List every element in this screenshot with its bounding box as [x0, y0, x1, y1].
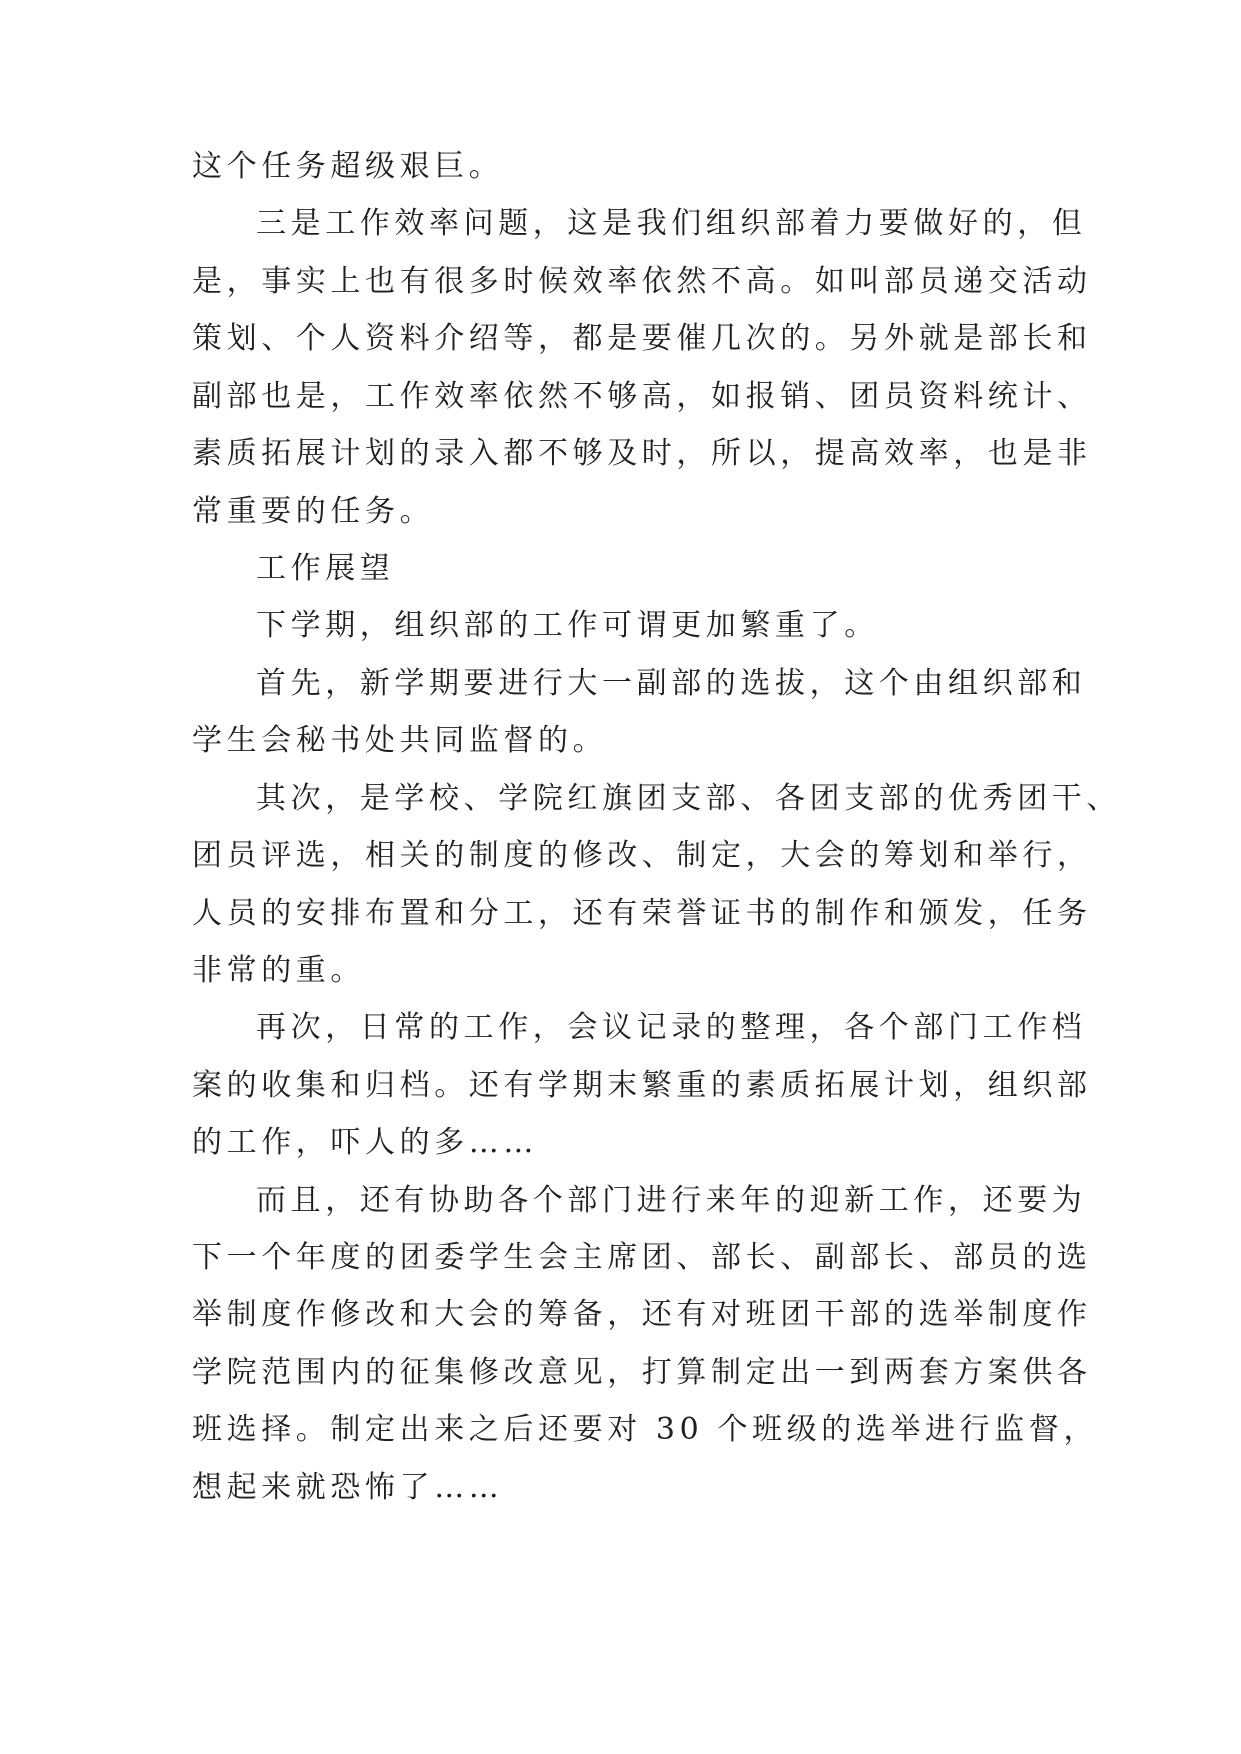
text-line: 班选择。制定出来之后还要对 30 个班级的选举进行监督， — [192, 1412, 1099, 1447]
text-line: 人员的安排布置和分工，还有荣誉证书的制作和颁发，任务 — [192, 896, 1092, 931]
text-line: 非常的重。 — [192, 953, 365, 988]
text-line: 素质拓展计划的录入都不够及时，所以，提高效率，也是非 — [192, 436, 1092, 471]
paragraph-start-line: 其次，是学校、学院红旗团支部、各团支部的优秀团干、 — [256, 781, 1121, 816]
text-line: 的工作，吓人的多…… — [192, 1125, 538, 1160]
text-line: 是，事实上也有很多时候效率依然不高。如叫部员递交活动 — [192, 264, 1092, 299]
text-line: 学生会秘书处共同监督的。 — [192, 723, 608, 758]
text-line: 下一个年度的团委学生会主席团、部长、副部长、部员的选 — [192, 1240, 1092, 1275]
paragraph-start-line: 而且，还有协助各个部门进行来年的迎新工作，还要为 — [256, 1183, 1087, 1218]
paragraph-start-line: 再次，日常的工作，会议记录的整理，各个部门工作档 — [256, 1010, 1087, 1045]
text-line: 这个任务超级艰巨。 — [192, 149, 504, 184]
paragraph-start-line: 首先，新学期要进行大一副部的选拔，这个由组织部和 — [256, 666, 1087, 701]
text-line: 举制度作修改和大会的筹备，还有对班团干部的选举制度作 — [192, 1297, 1092, 1332]
text-line: 想起来就恐怖了…… — [192, 1470, 504, 1505]
text-line: 学院范围内的征集修改意见，打算制定出一到两套方案供各 — [192, 1355, 1092, 1390]
text-line: 副部也是，工作效率依然不够高，如报销、团员资料统计、 — [192, 379, 1092, 414]
text-line: 案的收集和归档。还有学期末繁重的素质拓展计划，组织部 — [192, 1068, 1092, 1103]
paragraph-start-line: 三是工作效率问题，这是我们组织部着力要做好的，但 — [256, 206, 1087, 241]
paragraph-start-line: 下学期，组织部的工作可谓更加繁重了。 — [256, 608, 879, 643]
text-line: 团员评选，相关的制度的修改、制定，大会的筹划和举行， — [192, 838, 1092, 873]
section-heading: 工作展望 — [256, 551, 395, 586]
text-line: 策划、个人资料介绍等，都是要催几次的。另外就是部长和 — [192, 321, 1092, 356]
text-line: 常重要的任务。 — [192, 494, 435, 529]
